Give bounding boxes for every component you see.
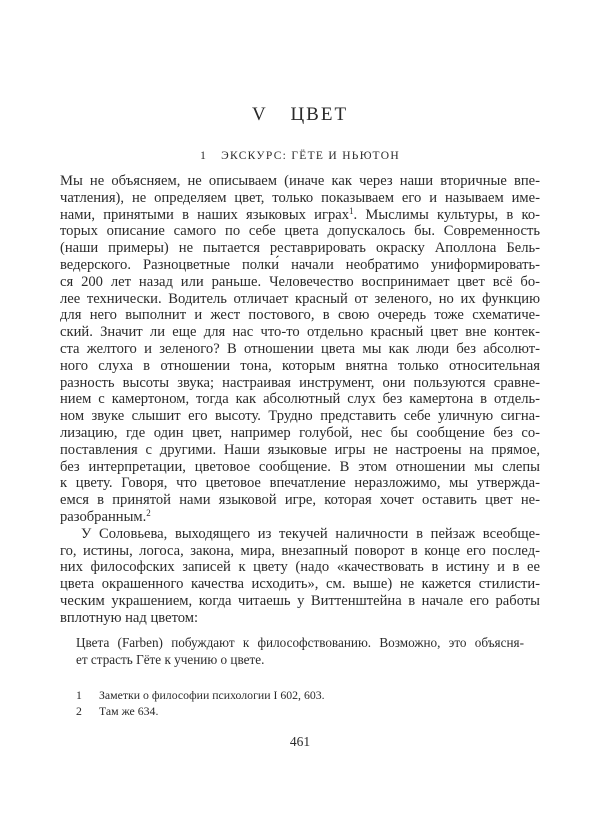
chapter-number: V — [251, 104, 268, 125]
footnote — [76, 687, 325, 703]
line-text: ного слуха в отношении тона, которым внятна только относительная — [60, 357, 540, 374]
text-line — [60, 324, 540, 341]
footnotes — [76, 687, 325, 719]
line-text: ведерского. Разноцветные полки́ начали необратимо униформировать- — [60, 256, 540, 273]
footnote-ref[interactable]: 1 — [349, 205, 354, 216]
line-text: го, истины, логоса, закона, мира, внезапный поворот в конце его послед- — [60, 542, 540, 559]
section-heading — [0, 150, 600, 162]
text-line — [76, 634, 524, 651]
block-quote — [76, 634, 524, 668]
text-line — [60, 459, 540, 476]
text-line — [60, 559, 540, 576]
line-text: чатления), не определяем цвет, только показываем его и называем име- — [60, 189, 540, 206]
footnote-text: Там же 634. — [99, 704, 159, 718]
line-text: цвета окрашенного качества исходить», см. выше) не кажется стилисти- — [60, 576, 540, 593]
line-text: ческим украшением, когда читаешь у Виттенштейна в начале его работы — [60, 592, 540, 609]
chapter-heading — [0, 104, 600, 126]
line-text: разобранным. — [60, 508, 147, 525]
line-text: торых описание самого по себе цвета допускалось бы. Современность — [60, 223, 540, 240]
text-line — [60, 173, 540, 190]
line-text: ста желтого и зеленого? В отношении цвета мы как люди без абсолют- — [60, 340, 540, 357]
text-line — [60, 257, 540, 274]
line-text: вплотную над цветом: — [60, 609, 199, 626]
line-text: ет страсть Гёте к учению о цвете. — [76, 651, 265, 667]
line-text: разность высоты звука; настраивая инструмент, они пользуются сравне- — [60, 374, 540, 391]
text-line — [60, 492, 540, 509]
text-line — [60, 576, 540, 593]
line-text: . Мыслимы культуры, в ко- — [353, 206, 541, 223]
text-line — [60, 274, 540, 291]
text-line — [60, 408, 540, 425]
line-text: емся в принятой нами языковой игре, которая хочет оставить цвет не- — [60, 492, 540, 509]
line-text: ся 200 лет назад или раньше. Человечество воспринимает цвет всё бо- — [60, 273, 540, 290]
text-line — [60, 509, 540, 526]
text-line — [60, 190, 540, 207]
text-line — [60, 543, 540, 560]
text-line — [60, 341, 540, 358]
text-line — [60, 358, 540, 375]
body-text — [60, 173, 540, 627]
line-text: для него выполнит и жест постового, в свою очередь тоже схематиче- — [60, 307, 540, 324]
line-text: ский. Значит ли еще для нас что-то отдельно красный цвет вне контек- — [60, 324, 540, 341]
line-text: без интерпретации, цветовое сообщение. В этом отношении мы слепы — [60, 458, 540, 475]
text-line — [60, 207, 540, 224]
text-line — [60, 475, 540, 492]
section-title: ЭКСКУРС: ГЁТЕ И НЬЮТОН — [221, 150, 400, 162]
text-line — [60, 610, 540, 627]
footnote-text: Заметки о философии психологии I 602, 603. — [99, 688, 325, 702]
footnote-number: 1 — [76, 688, 82, 702]
line-text: У Соловьева, выходящего из текучей наличности в пейзаж всеобще- — [81, 525, 540, 542]
line-text: нами, принятыми в наших языковых играх — [60, 206, 350, 223]
text-line — [60, 240, 540, 257]
footnote-ref[interactable]: 2 — [146, 507, 151, 518]
text-line — [60, 526, 540, 543]
text-line — [60, 442, 540, 459]
text-line — [60, 391, 540, 408]
text-line — [60, 593, 540, 610]
line-text: поставления с другими. Наши языковые игры не настроены на прямое, — [60, 441, 540, 458]
text-line — [60, 375, 540, 392]
line-text: к цвету. Говоря, что цветовое впечатление неразложимо, мы утвержда- — [60, 475, 540, 492]
chapter-title: ЦВЕТ — [290, 104, 349, 125]
text-line — [60, 307, 540, 324]
line-text: них философских записей к цвету (надо «качествовать в истину и в ее — [60, 559, 540, 576]
footnote-number: 2 — [76, 704, 82, 718]
text-line — [76, 651, 524, 668]
line-text: Мы не объясняем, не описываем (иначе как через наши вторичные впе- — [60, 173, 540, 189]
text-line — [60, 223, 540, 240]
line-text: Цвета (Farben) побуждают к философствованию. Возможно, это объясня- — [76, 635, 524, 650]
line-text: лизацию, где один цвет, например голубой, нес бы сообщение без со- — [60, 424, 540, 441]
line-text: нием с камертоном, тогда как абсолютный слух без камертона в отдель- — [60, 391, 540, 408]
line-text: (наши примеры) не пытается реставрировать окраску Аполлона Бель- — [60, 240, 540, 257]
line-text: лее технически. Водитель отличает красный от зеленого, но их функцию — [60, 290, 540, 307]
text-line — [60, 425, 540, 442]
footnote — [76, 703, 325, 719]
section-number: 1 — [200, 150, 208, 162]
text-line — [60, 291, 540, 308]
line-text: ном звуке слышит его высоту. Трудно представить себе уличную сигна- — [60, 408, 540, 425]
page-number: 461 — [289, 734, 311, 749]
